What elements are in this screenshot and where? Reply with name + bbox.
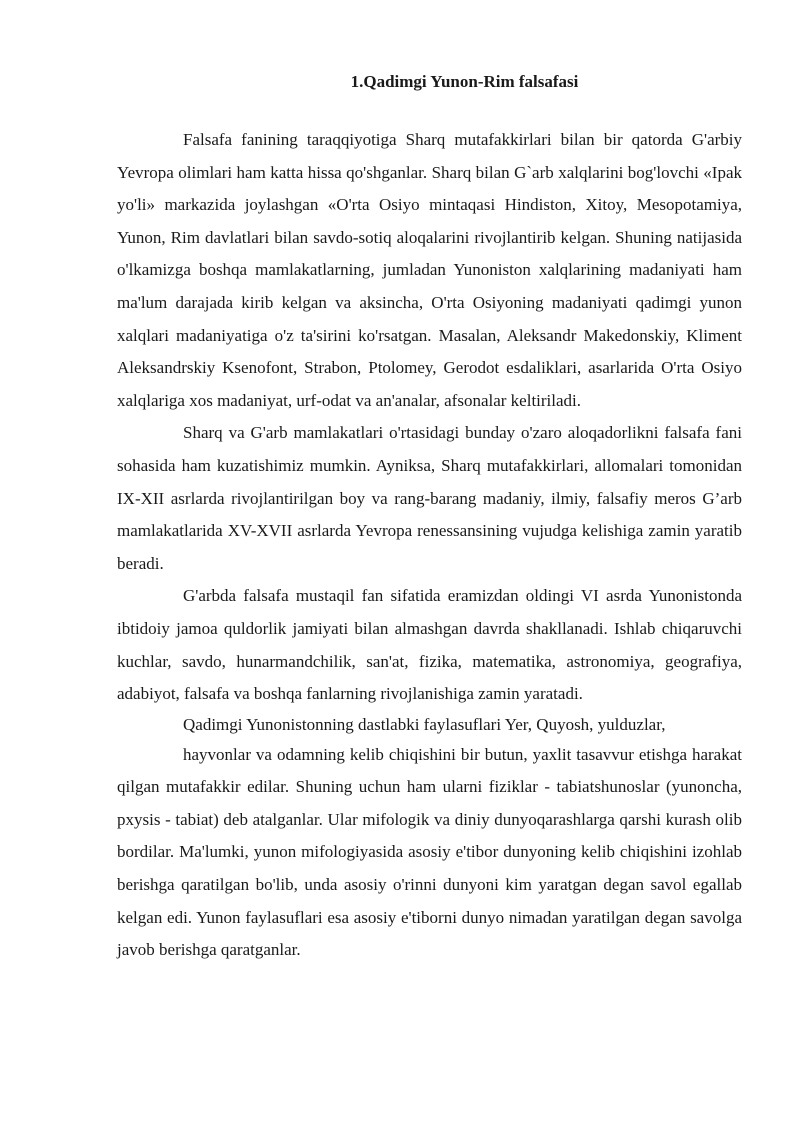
paragraph: Sharq va G'arb mamlakatlari o'rtasidagi bunday o'zaro aloqadorlikni falsafa fani sohasida ham kuzatishimiz mumkin. Ayniksa, Sharq mutafakkirlari, allomalari tomonidan IX-XII asrlarda rivojlantirilgan boy va rang-barang madaniy, ilmiy, falsafiy meros G’arb mamlakatlarida XV-XVII asrlarda Yevropa renessansining vujudga kelishiga zamin yaratib beradi. xyxy=(117,423,742,573)
document-title: 1.Qadimgi Yunon-Rim falsafasi xyxy=(350,72,579,91)
paragraph: Falsafa fanining taraqqiyotiga Sharq mutafakkirlari bilan bir qatorda G'arbiy Yevropa olimlari ham katta hissa qo'shganlar. Sharq bilan G`arb xalqlarini bog'lovchi «Ipak yo'li» markazida joylashgan «O'rta Osiyo mintaqasi Hindiston, Xitoy, Mesopotamiya, Yunon, Rim davlatlari bilan savdo-sotiq aloqalarini rivojlantirib kelgan. Shuning natijasida o'lkamizga boshqa mamlakatlarning, jumladan Yunoniston xalqlarining madaniyati ham ma'lum darajada kirib kelgan va aksincha, O'rta Osiyoning madaniyati qadimgi yunon xalqlari madaniyatiga o'z ta'sirini ko'rsatgan. Masalan, Aleksandr Makedonskiy, Kliment Aleksandrskiy Ksenofont, Strabon, Ptolomey, Gerodot esdaliklari, asarlarida O'rta Osiyo xalqlariga xos madaniyat, urf-odat va an'analar, afsonalar keltiriladi. xyxy=(117,130,742,410)
paragraph: G'arbda falsafa mustaqil fan sifatida eramizdan oldingi VI asrda Yunonistonda ibtidoiy jamoa quldorlik jamiyati bilan almashgan davrda shakllanadi. Ishlab chiqaruvchi kuchlar, savdo, hunarmandchilik, san'at, fizika, matematika, astronomiya, geografiya, adabiyot, falsafa va boshqa fanlarning rivojlanishiga zamin yaratadi. xyxy=(117,586,742,704)
document-page xyxy=(117,70,742,967)
paragraph: Qadimgi Yunonistonning dastlabki faylasuflari Yer, Quyosh, yulduzlar, xyxy=(183,714,666,734)
paragraph: hayvonlar va odamning kelib chiqishini bir butun, yaxlit tasavvur etishga harakat qilgan mutafakkir edilar. Shuning uchun ham ularni fiziklar - tabiatshunoslar (yunoncha, pxysis - tabiat) deb atalganlar. Ular mifologik va diniy dunyoqarashlarga qarshi kurash olib bordilar. Ma'lumki, yunon mifologiyasida asosiy e'tibor dunyoning kelib chiqishini izohlab berishga qaratilgan bo'lib, unda asosiy o'rinni dunyoni kim yaratgan degan savol egallab kelgan edi. Yunon faylasuflari esa asosiy e'tiborni dunyo nimadan yaratilgan degan savolga javob berishga qaratganlar. xyxy=(117,744,742,960)
